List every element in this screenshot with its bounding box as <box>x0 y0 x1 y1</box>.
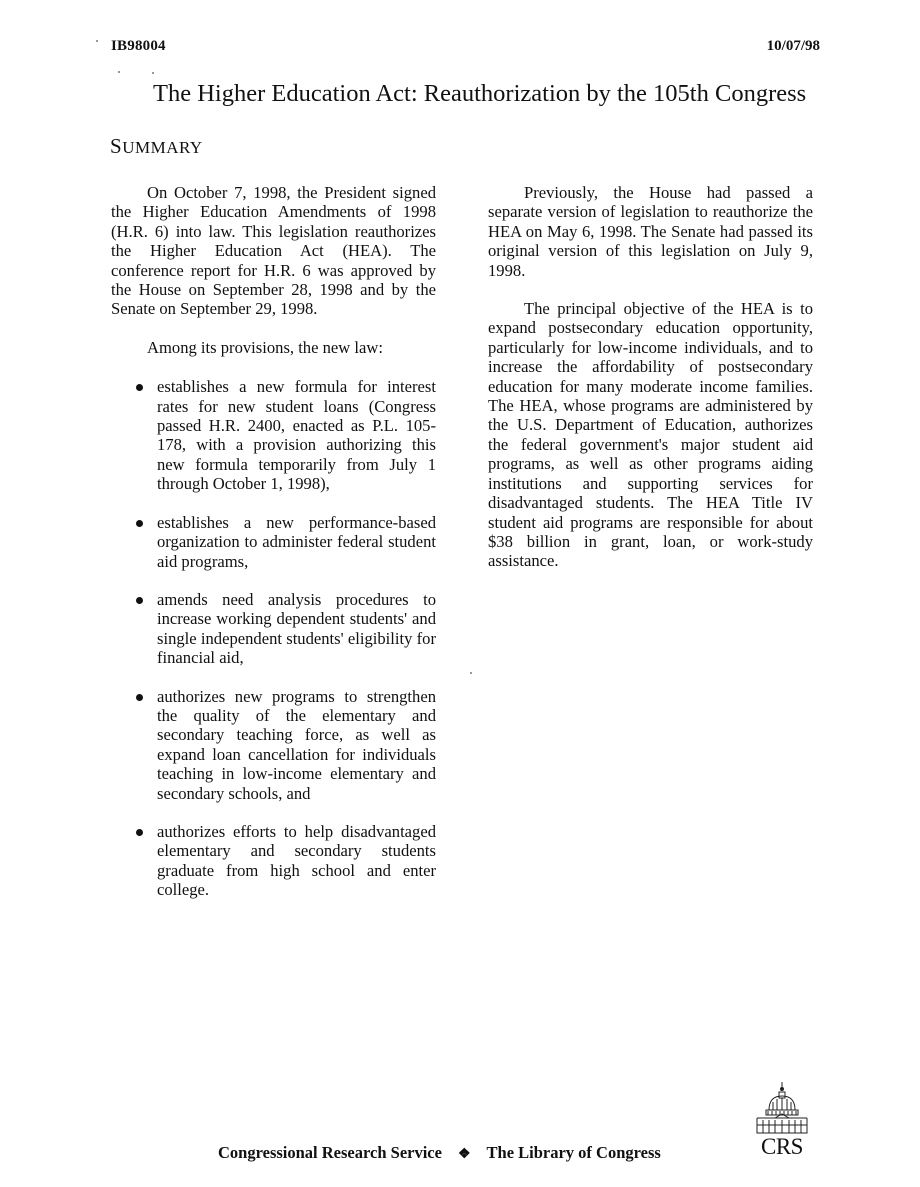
document-id: IB98004 <box>111 38 166 54</box>
list-item-text: establishes a new performance-based organization to administer federal student aid programs, <box>157 512 436 571</box>
bullet-icon <box>136 829 143 836</box>
left-column <box>111 183 436 919</box>
scan-speck <box>470 672 472 674</box>
provisions-list <box>111 377 436 899</box>
page-title: The Higher Education Act: Reauthorization by the 105th Congress <box>153 80 807 107</box>
bullet-icon <box>136 597 143 604</box>
right-column <box>488 183 813 590</box>
list-item <box>111 822 436 900</box>
footer <box>218 1143 661 1163</box>
document-date: 10/07/98 <box>766 38 820 54</box>
section-heading <box>110 134 203 159</box>
scan-speck <box>152 72 154 74</box>
previous-legislation-paragraph: Previously, the House had passed a separate version of legislation to reauthorize the HEA on May 6, 1998. The Senate had passed its original version of this legislation on July 9, 1998. <box>488 183 813 280</box>
list-item-text: authorizes efforts to help disadvantaged elementary and secondary students graduate from high school and enter college. <box>157 821 436 900</box>
capitol-dome-icon <box>755 1080 809 1136</box>
scan-speck <box>96 40 98 42</box>
list-item <box>111 687 436 803</box>
summary-paragraph: On October 7, 1998, the President signed the Higher Education Amendments of 1998 (H.R. 6) into law. This legislation reauthorizes the Higher Education Act (HEA). The conference report for H.R. 6 was approved by the House on September 28, 1998 and by the Senate on September 29, 1998. <box>111 183 436 319</box>
list-item <box>111 513 436 571</box>
list-item-text: establishes a new formula for interest rates for new student loans (Congress passed H.R. 2400, enacted as P.L. 105-178, with a provision authorizing this new formula temporarily from July 1 through October 1, 1998), <box>157 377 436 494</box>
crs-logo <box>755 1080 809 1162</box>
scan-speck <box>118 71 120 73</box>
list-item-text: authorizes new programs to strengthen the quality of the elementary and secondary teaching force, as well as expand loan cancellation for individuals teaching in low-income elementary and secondary schools, and <box>157 686 436 803</box>
footer-separator-icon: ❖ <box>457 1147 471 1162</box>
section-heading-rest: UMMARY <box>122 138 203 157</box>
list-item-text: amends need analysis procedures to increase working dependent students' and single independent students' eligibility for financial aid, <box>157 589 436 668</box>
objective-paragraph: The principal objective of the HEA is to expand postsecondary education opportunity, particularly for low-income individuals, and to increase the affordability of postsecondary education for many moderate income families. The HEA, whose programs are administered by the U.S. Department of Education, authorizes the federal government's major student aid programs, as well as other programs aiding institutions and supporting services for disadvantaged students. The HEA Title IV student aid programs are responsible for about $38 billion in grant, loan, or work-study assistance. <box>488 299 813 571</box>
footer-organization: Congressional Research Service <box>218 1143 442 1162</box>
section-heading-initial: S <box>110 134 123 158</box>
list-item <box>111 377 436 493</box>
bullet-icon <box>136 384 143 391</box>
logo-text: CRS <box>761 1134 803 1159</box>
provisions-intro: Among its provisions, the new law: <box>147 337 383 357</box>
bullet-icon <box>136 520 143 527</box>
bullet-icon <box>136 694 143 701</box>
footer-library: The Library of Congress <box>486 1143 661 1162</box>
list-item <box>111 590 436 668</box>
